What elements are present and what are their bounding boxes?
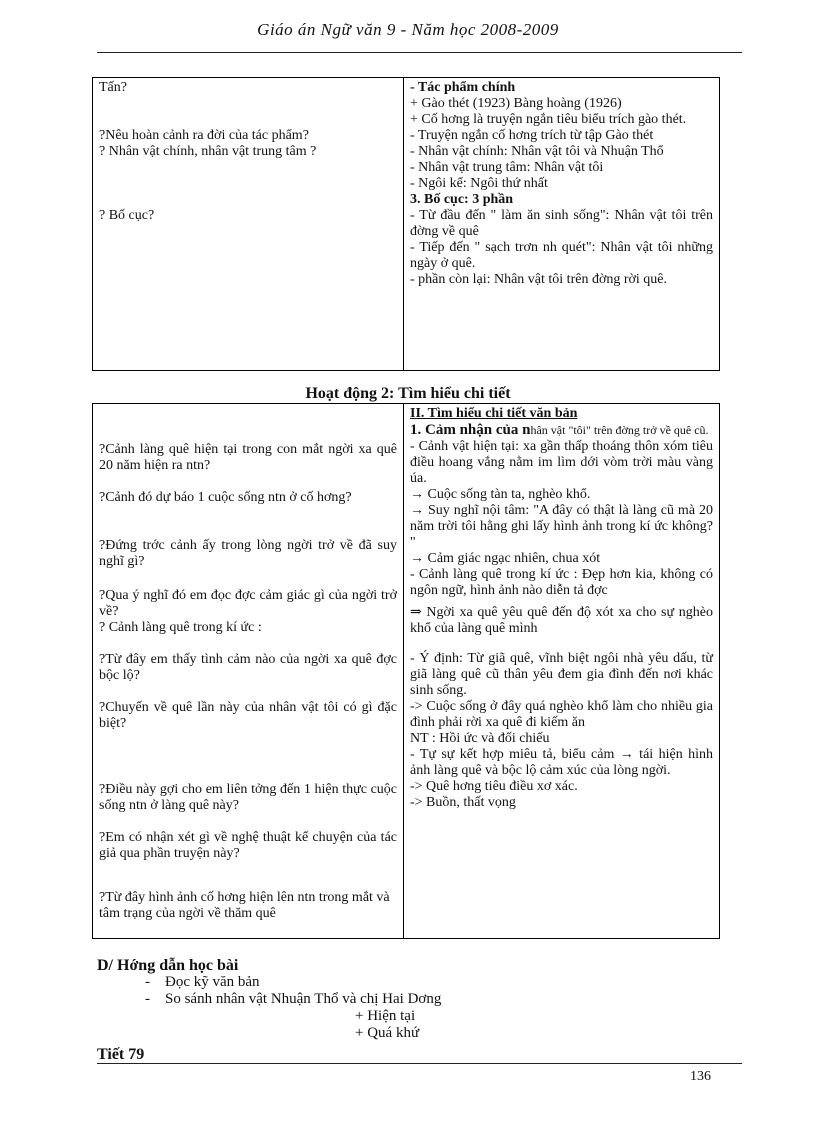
- answer-line: - Tiếp đến " sạch trơn nh quét": Nhân vật tôi những ngày ở quê.: [410, 240, 717, 271]
- question-line: ?Đứng trớc cảnh ấy trong lòng ngời trở về đã suy nghĩ gì?: [99, 538, 401, 569]
- question-line: Tấn?: [99, 80, 127, 95]
- overview-answers-column: [404, 78, 719, 370]
- page-number: 136: [690, 1069, 711, 1084]
- answer-heading: - Tác phẩm chính: [410, 80, 516, 95]
- overview-table: [92, 77, 720, 371]
- homework-item-text: So sánh nhân vật Nhuận Thổ và chị Hai Dơng: [165, 991, 442, 1007]
- answer-line: -> Quê hơng tiêu điều xơ xác.: [410, 779, 578, 794]
- answer-heading: 3. Bố cục: 3 phần: [410, 192, 514, 207]
- answer-line: NT : Hồi ức và đối chiếu: [410, 731, 550, 746]
- answer-line: - Cảnh làng quê trong kí ức : Đẹp hơn kia, không có ngôn ngữ, hình ảnh nào diễn tả đợc: [410, 567, 717, 598]
- document-header-title: Giáo án Ngữ văn 9 - Năm học 2008-2009: [257, 20, 559, 39]
- answer-line: → Cuộc sống tàn ta, nghèo khổ.: [410, 487, 591, 502]
- answer-line: → Suy nghĩ nội tâm: "A đây có thật là làng cũ mà 20 năm trời tôi hằng ghi lấy hình ảnh trong kí ức không? ": [410, 503, 717, 550]
- subsection-heading-bold: 1. Cảm nhận của n: [410, 422, 531, 438]
- answer-line: -> Buồn, thất vọng: [410, 795, 516, 810]
- answer-line: - phần còn lại: Nhân vật tôi trên đờng rời quê.: [410, 272, 668, 287]
- details-answers-column: [404, 404, 719, 938]
- answer-line: - Nhân vật chính: Nhân vật tôi và Nhuận Thổ: [410, 144, 664, 159]
- section-heading: II. Tìm hiểu chi tiết văn bản: [410, 406, 578, 421]
- answer-line: + Gào thét (1923) Bàng hoàng (1926): [410, 96, 622, 111]
- question-line: ?Em có nhận xét gì về nghệ thuật kể chuyện của tác giả qua phần truyện này?: [99, 830, 401, 861]
- question-line: ?Từ đây em thấy tình cảm nào của ngời xa quê đợc bộc lộ?: [99, 652, 401, 683]
- footer-rule: [97, 1063, 742, 1064]
- answer-line: - Ý định: Từ giã quê, vĩnh biệt ngôi nhà yêu dấu, từ giã làng quê cũ thân yêu đem gia đình đến nơi khác sinh sống.: [410, 651, 717, 698]
- homework-subitem: + Hiện tại: [355, 1008, 416, 1024]
- question-line: ?Điều này gợi cho em liên tởng đến 1 hiện thực cuộc sống ntn ở làng quê này?: [99, 782, 401, 813]
- overview-questions-column: [93, 78, 404, 370]
- question-line: ? Nhân vật chính, nhân vật trung tâm ?: [99, 144, 317, 159]
- header-rule: [97, 52, 742, 53]
- next-lesson-label: Tiết 79: [97, 1046, 145, 1063]
- details-questions-column: [93, 404, 404, 938]
- answer-line: ⇒ Ngời xa quê yêu quê đến độ xót xa cho sự nghèo khổ của làng quê mình: [410, 605, 717, 636]
- details-table: [92, 403, 720, 939]
- homework-item: - So sánh nhân vật Nhuận Thổ và chị Hai Dơng: [145, 991, 442, 1007]
- question-line: ? Cảnh làng quê trong kí ức :: [99, 620, 262, 635]
- homework-heading: D/ Hớng dẫn học bài: [97, 957, 239, 974]
- question-line: ?Chuyến về quê lần này của nhân vật tôi có gì đặc biệt?: [99, 700, 401, 731]
- answer-line: - Từ đầu đến " làm ăn sinh sống": Nhân vật tôi trên đờng về quê: [410, 208, 717, 239]
- question-line: ?Từ đây hình ảnh cố hơng hiện lên ntn trong mắt và tâm trạng của ngời về thăm quê: [99, 890, 394, 921]
- question-line: ?Cảnh đó dự báo 1 cuộc sống ntn ở cố hơng?: [99, 490, 352, 505]
- answer-line: - Truyện ngắn cố hơng trích từ tập Gào thét: [410, 128, 654, 143]
- question-line: ?Nêu hoàn cảnh ra đời của tác phẩm?: [99, 128, 309, 143]
- answer-line: - Nhân vật trung tâm: Nhân vật tôi: [410, 160, 604, 175]
- homework-subitem: + Quá khứ: [355, 1025, 420, 1041]
- answer-line: → Cảm giác ngạc nhiên, chua xót: [410, 551, 601, 566]
- subsection-heading-small: hân vật "tôi" trên đờng trở về quê cũ.: [530, 423, 709, 437]
- homework-section: [97, 957, 441, 1063]
- homework-item: - Đọc kỹ văn bản: [145, 974, 260, 990]
- question-line: ? Bố cục?: [99, 208, 155, 223]
- answer-line: - Cảnh vật hiện tại: xa gần thấp thoáng thôn xóm tiêu điều hoang vắng nằm im lìm dới vòm trời màu vàng úa.: [410, 439, 717, 486]
- answer-line: + Cố hơng là truyện ngắn tiêu biểu trích gào thét.: [410, 112, 687, 127]
- homework-item-text: Đọc kỹ văn bản: [165, 974, 260, 990]
- activity-2-title: Hoạt động 2: Tìm hiểu chi tiết: [305, 385, 511, 402]
- question-line: ?Cảnh làng quê hiện tại trong con mắt ngời xa quê 20 năm hiện ra ntn?: [99, 442, 401, 473]
- question-line: ?Qua ý nghĩ đó em đọc đợc cảm giác gì của ngời trở về?: [99, 588, 401, 619]
- answer-line: - Tự sự kết hợp miêu tả, biểu cảm → tái hiện hình ảnh làng quê và bộc lộ cảm xúc của lòng ngời.: [410, 747, 717, 778]
- answer-line: - Ngôi kể: Ngôi thứ nhất: [410, 176, 548, 191]
- subsection-heading: [410, 422, 713, 439]
- answer-line: -> Cuộc sống ở đây quá nghèo khổ làm cho nhiều gia đình phải rời xa quê đi kiếm ăn: [410, 699, 717, 730]
